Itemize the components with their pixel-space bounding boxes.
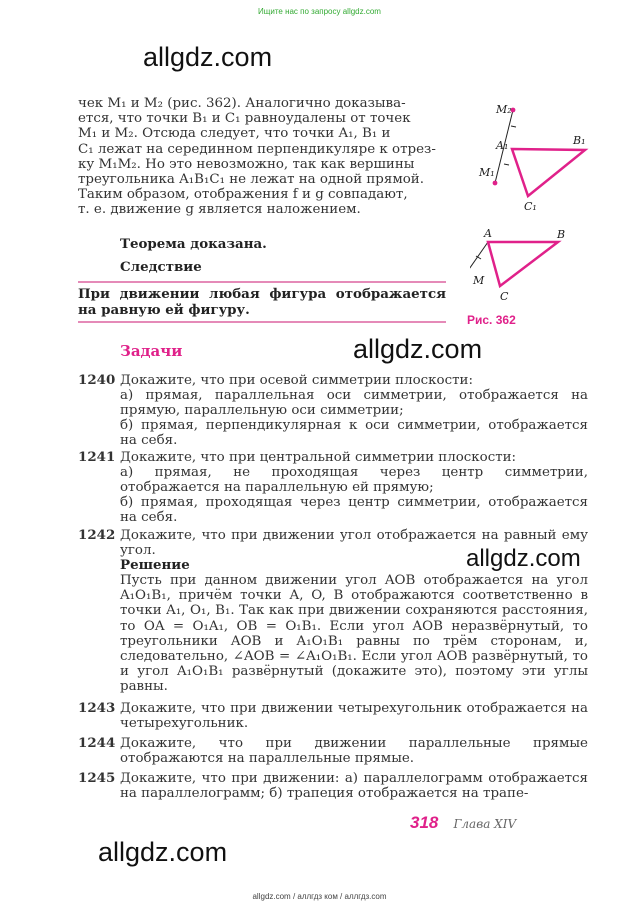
corollary-title: Следствие xyxy=(120,259,202,275)
label-m2: M₂ xyxy=(496,103,512,116)
intro-line: M₁ и M₂. Отсюда следует, что точки A₁, B₁ и xyxy=(78,126,391,142)
task-number: 1243 xyxy=(78,700,116,716)
task-number: 1245 xyxy=(78,770,116,786)
intro-line: чек M₁ и M₂ (рис. 362). Аналогично доказыва- xyxy=(78,96,406,111)
task-item: а) прямая, параллельная оси симметрии, отображается на прямую, параллельную оси симметрии; xyxy=(120,388,588,419)
watermark-1: allgdz.com xyxy=(143,42,273,72)
task-text: Докажите, что при центральной симметрии плоскости: xyxy=(120,450,517,465)
chapter-label: Глава XIV xyxy=(453,817,517,831)
intro-line: C₁ лежат на серединном перпендикуляре к отрез- xyxy=(78,141,436,157)
task-1240 xyxy=(78,373,588,448)
task-text: Докажите, что при осевой симметрии плоскости: xyxy=(120,373,473,388)
figure-362 xyxy=(470,98,600,308)
page-number: 318 xyxy=(410,813,439,832)
task-item: б) прямая, проходящая через центр симметрии, отображается на себя. xyxy=(120,495,588,526)
tick-mark xyxy=(504,164,509,165)
label-m1: M₁ xyxy=(479,166,495,179)
intro-paragraph xyxy=(78,96,446,218)
triangle-abc xyxy=(488,242,558,286)
label-b1: B₁ xyxy=(573,134,586,147)
theorem-proved: Теорема доказана. xyxy=(120,236,267,252)
intro-line: т. е. движение g является наложением. xyxy=(78,202,361,218)
task-1241 xyxy=(78,450,588,525)
triangle-a1b1c1 xyxy=(512,149,585,196)
task-number: 1244 xyxy=(78,735,116,751)
label-c: C xyxy=(500,290,509,303)
label-a1: A₁ xyxy=(496,139,509,152)
watermark-2: allgdz.com xyxy=(353,334,483,364)
task-number: 1240 xyxy=(78,372,116,388)
label-b: B xyxy=(557,228,566,241)
tasks-title: Задачи xyxy=(120,342,183,360)
label-a: A xyxy=(484,227,492,240)
label-m: M xyxy=(473,274,485,287)
intro-line: ется, что точки B₁ и C₁ равноудалены от точек xyxy=(78,111,411,127)
label-c1: C₁ xyxy=(524,200,537,213)
tick-mark xyxy=(511,126,516,127)
segment-a-m xyxy=(470,242,488,272)
corollary-top-rule xyxy=(78,281,446,283)
top-note: Ищите нас по запросу allgdz.com xyxy=(258,7,381,16)
page-footer-line xyxy=(410,813,516,833)
task-item: а) прямая, не проходящая через центр симметрии, отображается на параллельную ей прямую; xyxy=(120,465,588,496)
solution-title: Решение xyxy=(120,557,190,574)
task-text: Докажите, что при движении угол отображается на равный ему угол. xyxy=(120,528,588,559)
task-1243 xyxy=(78,701,588,731)
intro-line: ку M₁M₂. Но это невозможно, так как вершины xyxy=(78,156,415,172)
intro-line: треугольника A₁B₁C₁ не лежат на одной прямой. xyxy=(78,172,424,188)
task-text: Докажите, что при движении параллельные прямые отображаются на параллельные прямые. xyxy=(120,736,588,767)
task-text: Докажите, что при движении: а) параллелограмм отображается на параллелограмм; б) трапеция отображается на трапе- xyxy=(120,771,588,802)
intro-line: Таким образом, отображения f и g совпадают, xyxy=(78,187,408,203)
watermark-4: allgdz.com xyxy=(98,837,228,867)
task-item: б) прямая, перпендикулярная к оси симметрии, отображается на себя. xyxy=(120,418,588,449)
task-number: 1241 xyxy=(78,449,116,465)
task-1245 xyxy=(78,771,588,801)
solution-text: Пусть при данном движении угол AOB отображается на угол A₁O₁B₁, причём точки A, O, B отображаются соответственно в точки A₁, O₁, B₁. Так как при движении сохраняются расстояния, то OA = O₁A₁, OB = O₁B₁. Если угол AOB неразвёрнутый, то треугольники AOB и A₁O₁B₁ равны по трём сторонам, и, следовательно, ∠AOB = ∠A₁O₁B₁. Если угол AOB развёрнутый, то и угол A₁O₁B₁ развёрнутый (докажите это), поэтому эти углы равны. xyxy=(120,573,588,694)
bottom-footer: allgdz.com / аллгдз ком / аллгдз.com xyxy=(252,892,387,901)
corollary-text: При движении любая фигура отображается на равную ей фигуру. xyxy=(78,286,446,318)
task-text: Докажите, что при движении четырехугольник отображается на четырехугольник. xyxy=(120,701,588,732)
task-number: 1242 xyxy=(78,527,116,543)
point-m1 xyxy=(493,181,498,186)
corollary-bottom-rule xyxy=(78,321,446,323)
figure-caption: Рис. 362 xyxy=(467,313,516,327)
task-1244 xyxy=(78,736,588,766)
watermark-3: allgdz.com xyxy=(466,545,581,572)
